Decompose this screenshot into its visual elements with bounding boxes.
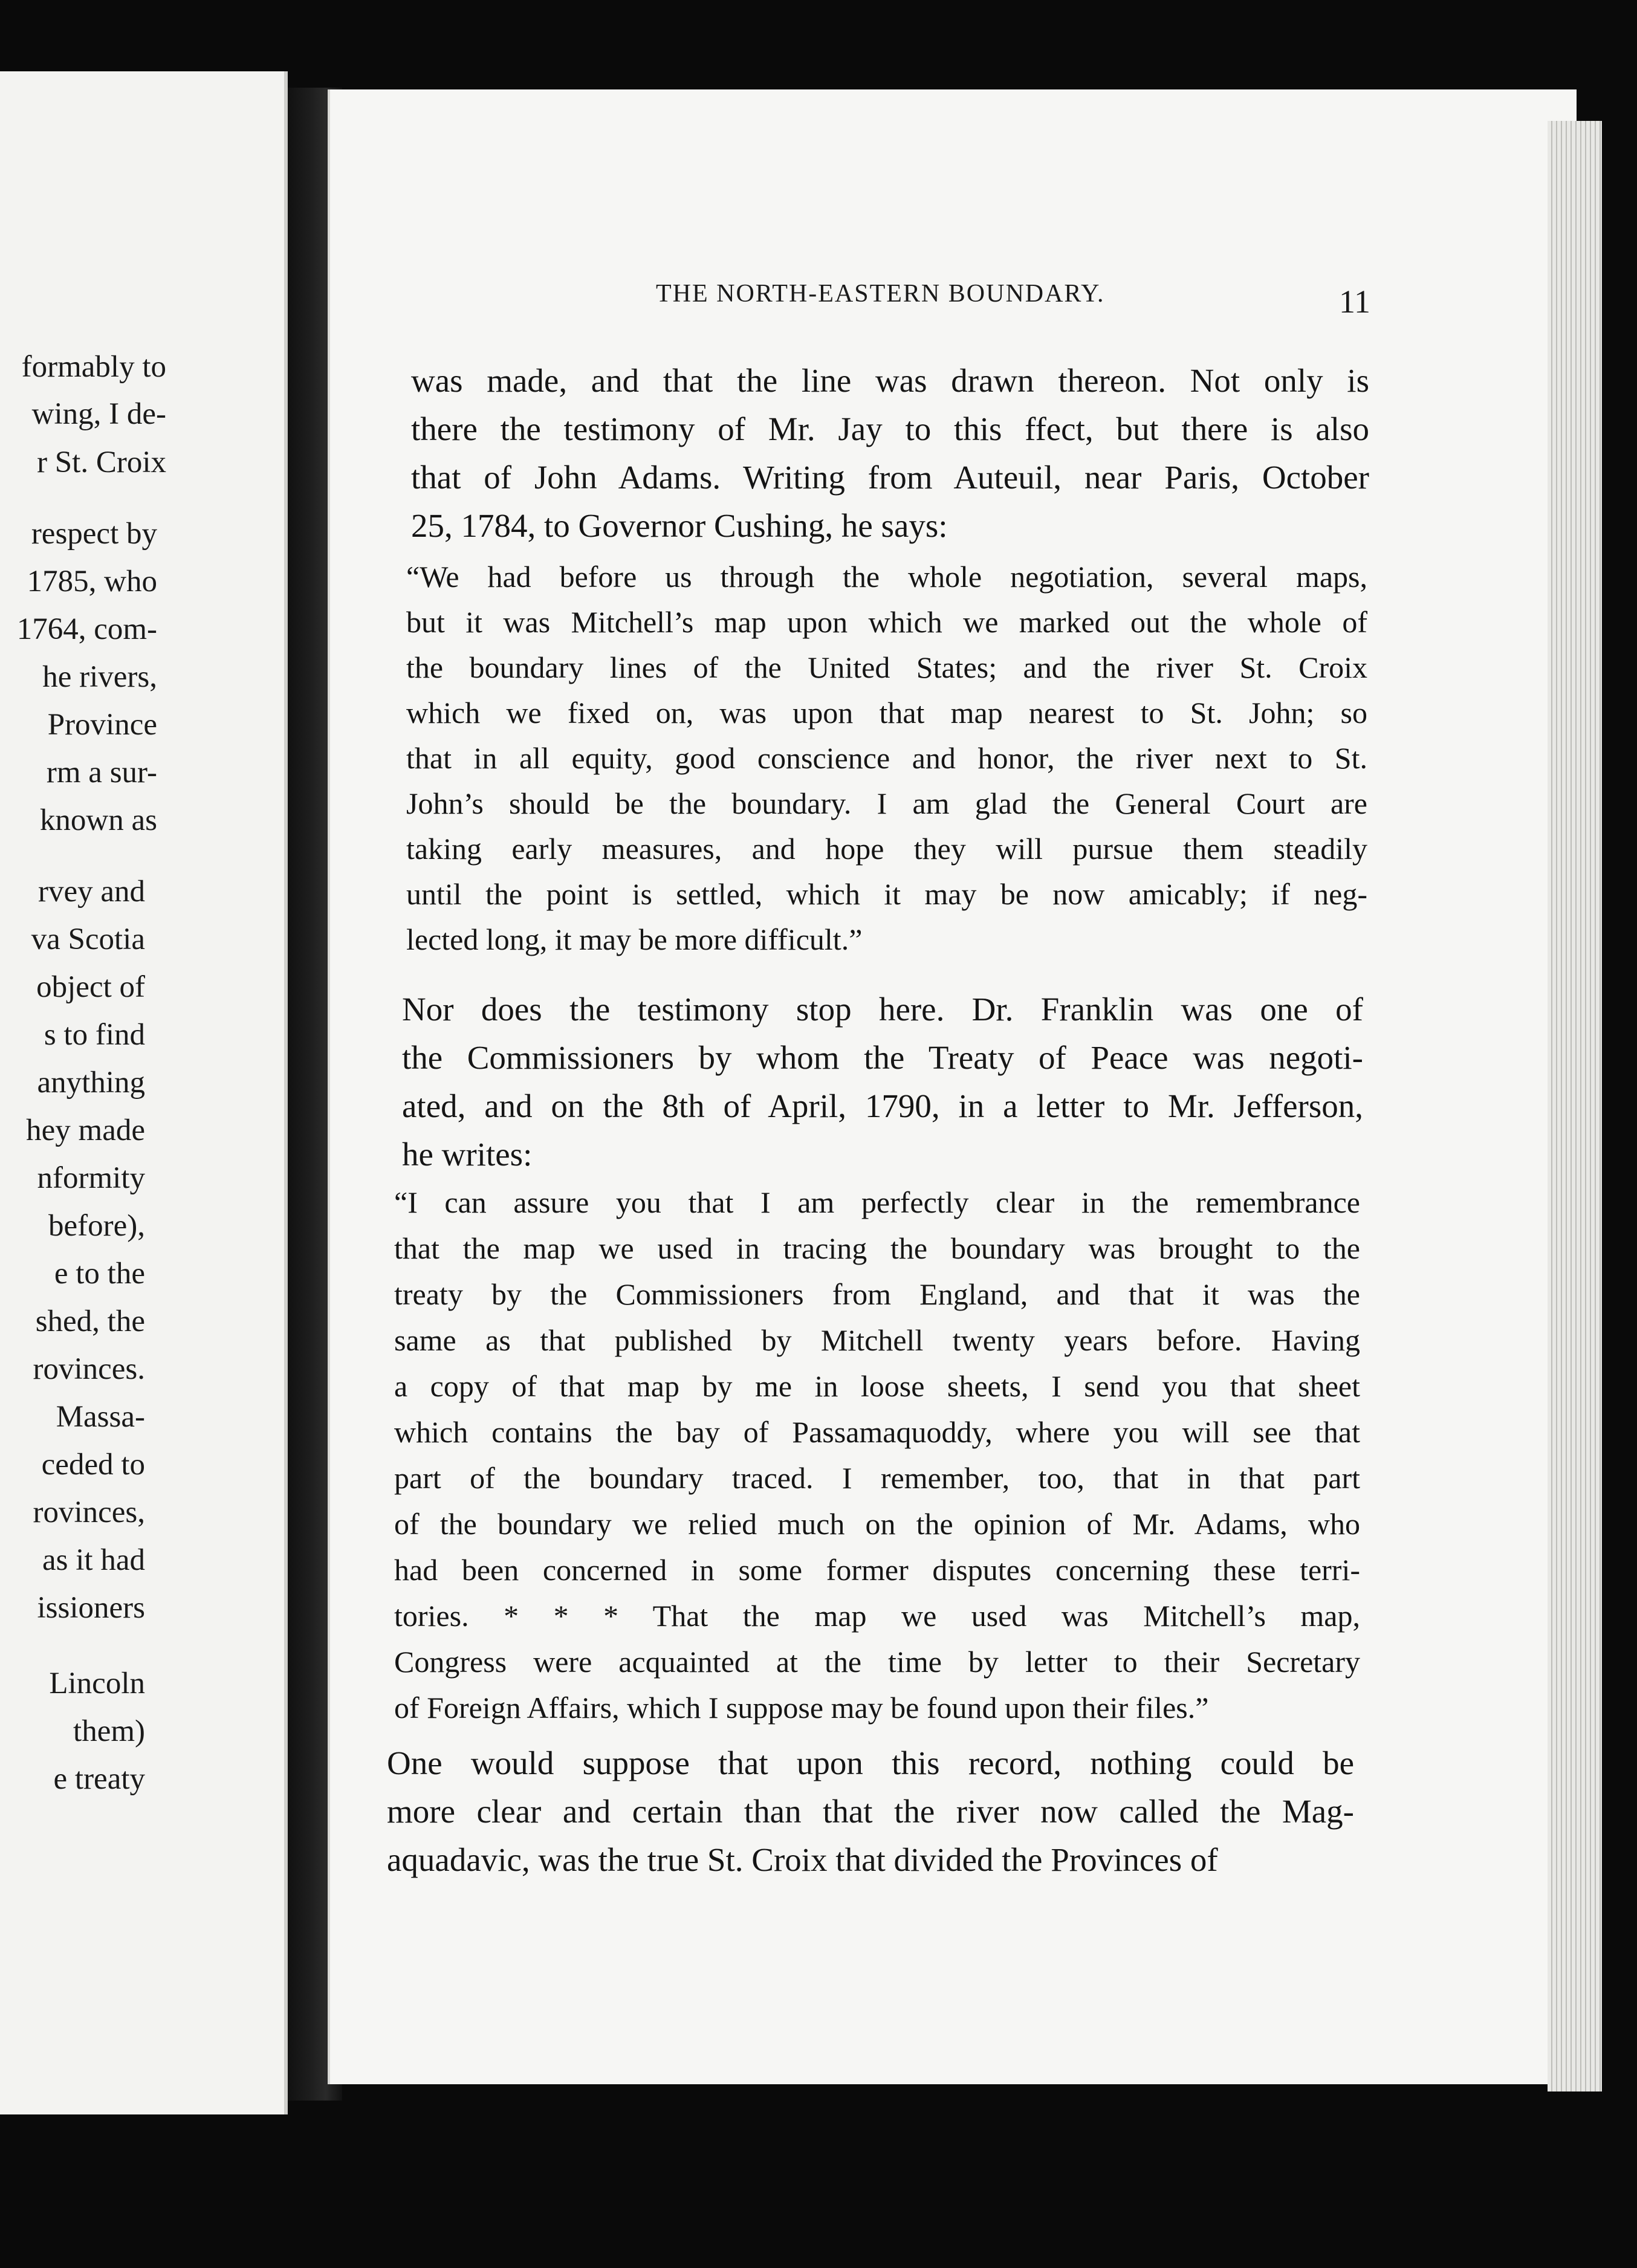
left-page-line: known as xyxy=(39,803,157,837)
quote-text-line: treaty by the Commissioners from England, and that it was the xyxy=(394,1277,1360,1311)
quote-text-line: of the boundary we relied much on the opinion of Mr. Adams, who xyxy=(394,1507,1360,1541)
left-page-line: rovinces, xyxy=(33,1495,145,1529)
left-page-line: nformity xyxy=(37,1161,145,1195)
left-page-line: r St. Croix xyxy=(37,446,166,479)
quote-text-line: until the point is settled, which it may be now amicably; if neg- xyxy=(406,877,1367,911)
left-page-line: hey made xyxy=(26,1113,145,1147)
quote-text-line: of Foreign Affairs, which I suppose may be found upon their files.” xyxy=(394,1691,1209,1725)
quote-text-line: the boundary lines of the United States; and the river St. Croix xyxy=(406,650,1367,684)
quote-text-line: John’s should be the boundary. I am glad the General Court are xyxy=(406,786,1367,820)
left-page-line: shed, the xyxy=(35,1304,145,1338)
body-text-line: he writes: xyxy=(402,1136,533,1173)
body-text-line: ated, and on the 8th of April, 1790, in a letter to Mr. Jefferson, xyxy=(402,1087,1363,1124)
left-page-line: e treaty xyxy=(53,1762,145,1796)
left-page-line: anything xyxy=(37,1066,145,1100)
left-page-line: s to find xyxy=(44,1018,145,1052)
body-text-line: that of John Adams. Writing from Auteuil, near Paris, October xyxy=(411,459,1369,496)
left-page-line: object of xyxy=(36,970,145,1004)
quote-text-line: but it was Mitchell’s map upon which we marked out the whole of xyxy=(406,605,1367,639)
quote-text-line: that in all equity, good conscience and honor, the river next to St. xyxy=(406,741,1367,775)
quote-text-line: that the map we used in tracing the boundary was brought to the xyxy=(394,1231,1360,1265)
quote-text-line: taking early measures, and hope they will pursue them steadily xyxy=(406,832,1367,866)
quote-text-line: “I can assure you that I am perfectly clear in the remembrance xyxy=(394,1185,1360,1219)
quote-text-line: tories. * * * That the map we used was Mitchell’s map, xyxy=(394,1599,1360,1633)
left-page-line: va Scotia xyxy=(31,922,145,956)
quote-text-line: part of the boundary traced. I remember, too, that in that part xyxy=(394,1461,1360,1495)
body-text-line: the Commissioners by whom the Treaty of Peace was negoti- xyxy=(402,1039,1363,1076)
left-page-line: Massa- xyxy=(56,1400,145,1434)
left-page-line: them) xyxy=(73,1714,145,1748)
body-text-line: aquadavic, was the true St. Croix that divided the Provinces of xyxy=(387,1841,1218,1878)
quote-text-line: had been concerned in some former disputes concerning these terri- xyxy=(394,1553,1360,1587)
left-page xyxy=(0,71,288,2114)
body-text-line: was made, and that the line was drawn thereon. Not only is xyxy=(411,362,1369,399)
quote-text-line: lected long, it may be more difficult.” xyxy=(406,922,863,956)
quote-text-line: a copy of that map by me in loose sheets, I send you that sheet xyxy=(394,1369,1360,1403)
body-text-line: 25, 1784, to Governor Cushing, he says: xyxy=(411,507,948,544)
quote-text-line: “We had before us through the whole negotiation, several maps, xyxy=(406,560,1367,594)
left-page-line: formably to xyxy=(21,350,166,384)
left-page-line: e to the xyxy=(54,1257,145,1291)
left-page-line: Lincoln xyxy=(49,1667,145,1700)
body-text-line: more clear and certain than that the river now called the Mag- xyxy=(387,1793,1354,1830)
body-text-line: there the testimony of Mr. Jay to this ffect, but there is also xyxy=(411,410,1369,447)
quote-text-line: which contains the bay of Passamaquoddy, where you will see that xyxy=(394,1415,1360,1449)
left-page-line: Province xyxy=(47,708,157,742)
left-page-line: rovinces. xyxy=(33,1352,145,1386)
left-page-line: issioners xyxy=(37,1591,145,1625)
quote-text-line: same as that published by Mitchell twenty years before. Having xyxy=(394,1323,1360,1357)
left-page-line: 1764, com- xyxy=(16,612,157,646)
running-title: THE NORTH-EASTERN BOUNDARY. xyxy=(656,280,1105,308)
left-page-line: ceded to xyxy=(41,1448,145,1482)
left-page-line: as it had xyxy=(42,1543,145,1577)
quote-text-line: which we fixed on, was upon that map nearest to St. John; so xyxy=(406,696,1367,730)
body-text-line: One would suppose that upon this record, nothing could be xyxy=(387,1745,1354,1781)
left-page-line: he rivers, xyxy=(42,660,157,694)
left-page-line: rvey and xyxy=(37,875,145,909)
left-page-line: 1785, who xyxy=(27,565,157,598)
left-page-line: before), xyxy=(48,1209,145,1243)
body-text-line: Nor does the testimony stop here. Dr. Franklin was one of xyxy=(402,991,1363,1028)
page-number: 11 xyxy=(1339,284,1370,320)
left-page-line: rm a sur- xyxy=(46,756,157,789)
left-page-line: respect by xyxy=(31,517,157,551)
left-page-line: wing, I de- xyxy=(31,397,166,431)
quote-text-line: Congress were acquainted at the time by letter to their Secretary xyxy=(394,1645,1360,1679)
page-edges xyxy=(1548,121,1602,2091)
